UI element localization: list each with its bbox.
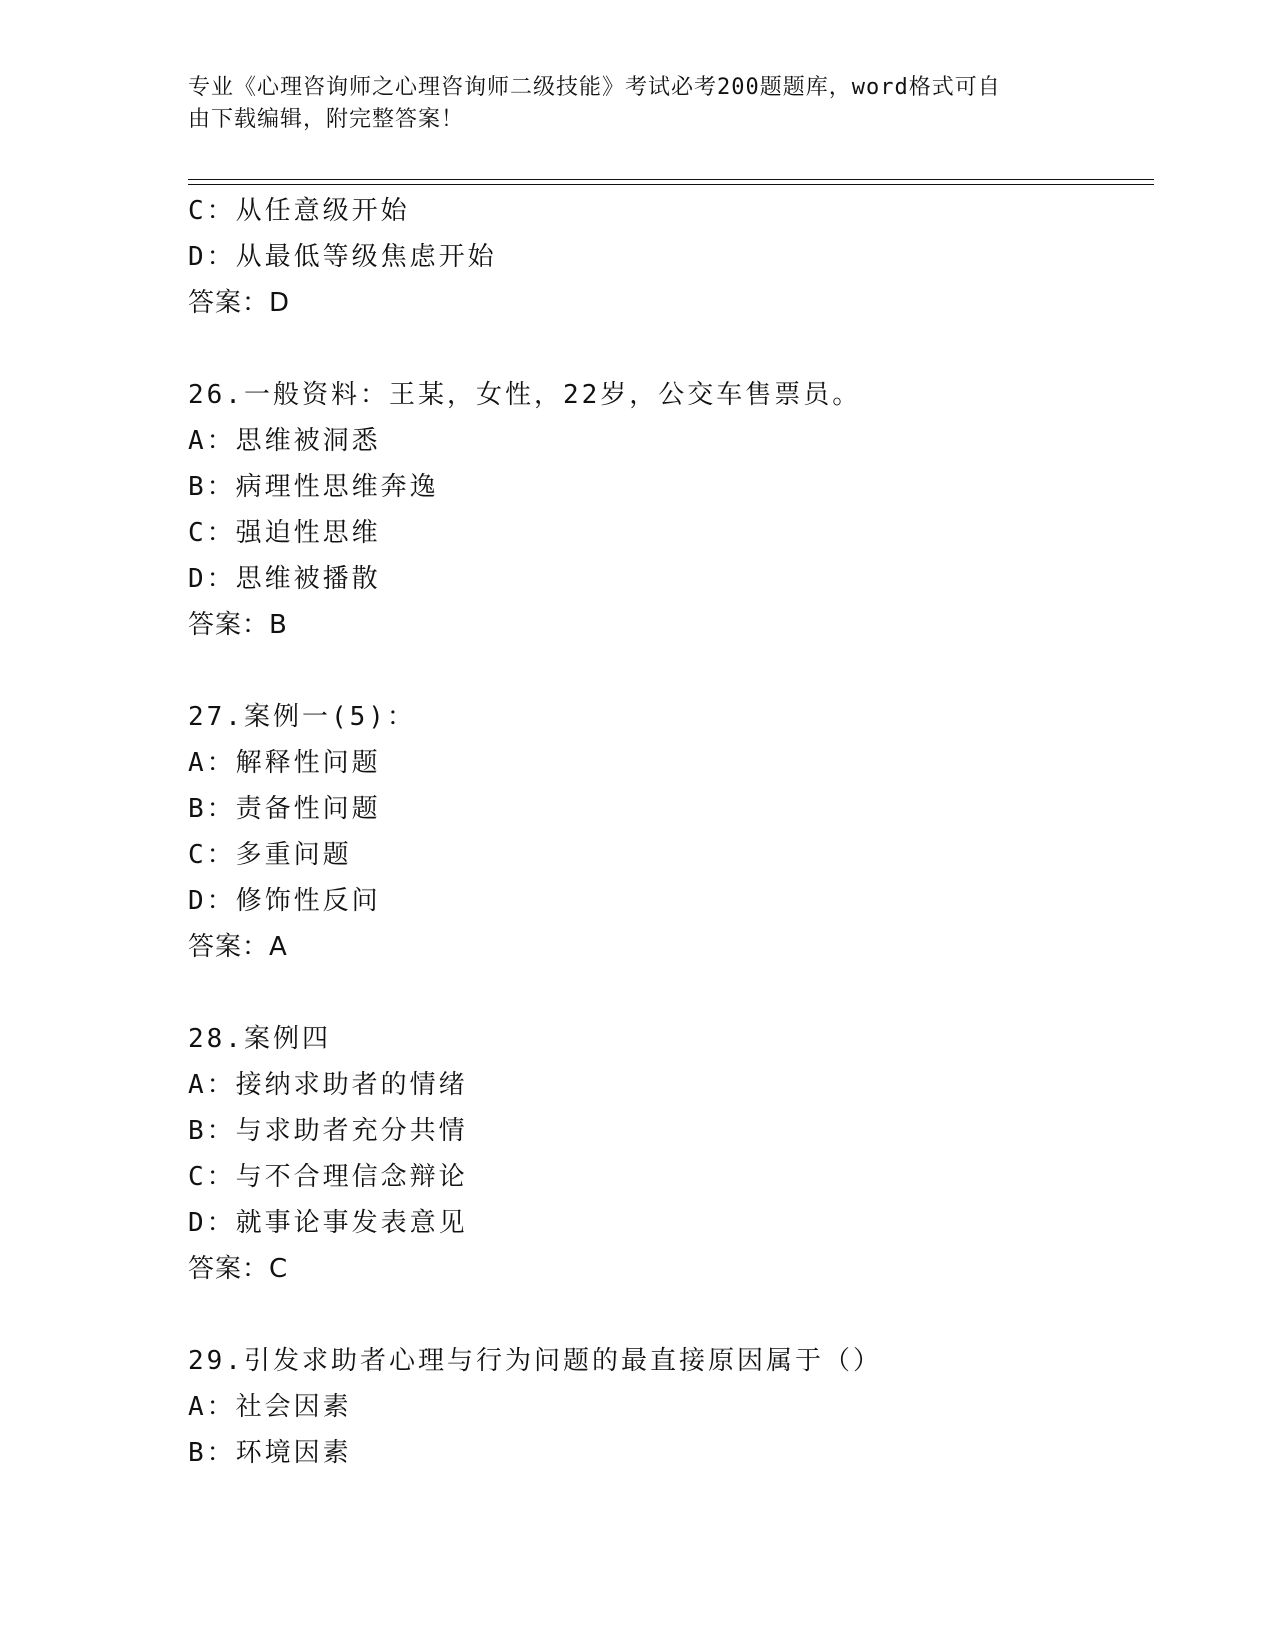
option-d: D：从最低等级焦虑开始	[188, 242, 497, 272]
question-28	[188, 1016, 1154, 1292]
option-d: D：修饰性反问	[188, 886, 381, 916]
option-a: A：接纳求助者的情绪	[188, 1070, 468, 1100]
question-list	[188, 188, 1154, 1476]
answer-line: 答案：A	[188, 932, 288, 962]
spacer	[188, 326, 1154, 372]
question-27	[188, 694, 1154, 970]
spacer	[188, 970, 1154, 1016]
header-line-2: 由下载编辑，附完整答案！	[188, 107, 465, 132]
answer-line: 答案：C	[188, 1254, 289, 1284]
option-b: B：与求助者充分共情	[188, 1116, 468, 1146]
question-stem: 28.案例四	[188, 1024, 331, 1054]
question-stem: 29.引发求助者心理与行为问题的最直接原因属于（）	[188, 1346, 882, 1376]
question-26	[188, 372, 1154, 648]
option-a: A：思维被洞悉	[188, 426, 381, 456]
option-b: B：环境因素	[188, 1438, 352, 1468]
answer-line: 答案：D	[188, 288, 291, 318]
question-stem: 27.案例一(5)：	[188, 702, 416, 732]
header-divider-top	[188, 179, 1154, 180]
answer-line: 答案：B	[188, 610, 288, 640]
option-c: C：与不合理信念辩论	[188, 1162, 468, 1192]
document-header	[188, 72, 1068, 136]
option-a: A：社会因素	[188, 1392, 352, 1422]
option-c: C：强迫性思维	[188, 518, 381, 548]
option-c: C：从任意级开始	[188, 196, 410, 226]
partial-question-block	[188, 188, 1154, 326]
option-b: B：责备性问题	[188, 794, 381, 824]
option-d: D：思维被播散	[188, 564, 381, 594]
option-b: B：病理性思维奔逸	[188, 472, 439, 502]
header-divider-bottom	[188, 184, 1154, 185]
option-a: A：解释性问题	[188, 748, 381, 778]
question-29	[188, 1338, 1154, 1476]
spacer	[188, 648, 1154, 694]
header-line-1: 专业《心理咨询师之心理咨询师二级技能》考试必考200题题库，word格式可自	[188, 75, 1001, 100]
question-stem: 26.一般资料：王某，女性，22岁，公交车售票员。	[188, 380, 862, 410]
option-d: D：就事论事发表意见	[188, 1208, 468, 1238]
spacer	[188, 1292, 1154, 1338]
option-c: C：多重问题	[188, 840, 352, 870]
